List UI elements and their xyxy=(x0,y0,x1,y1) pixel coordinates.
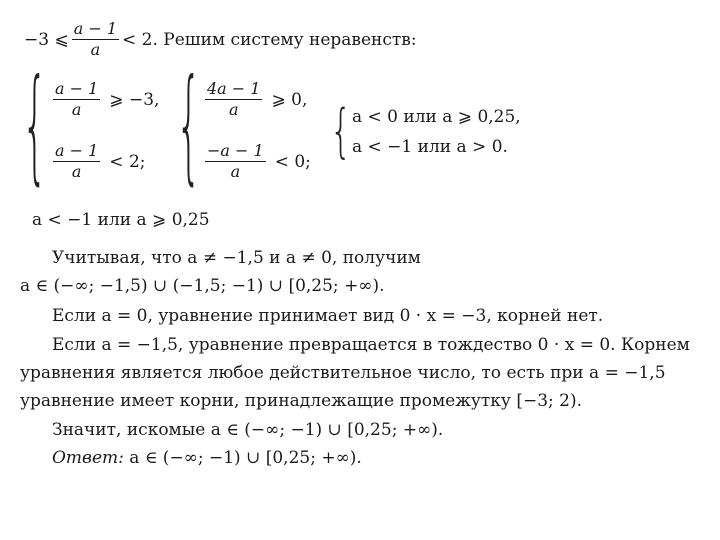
system-2-row-1-relation: ⩾ 0, xyxy=(271,89,308,110)
intro-suffix: < 2. Решим систему неравенств: xyxy=(122,29,417,50)
intro-inequality-line xyxy=(24,20,417,59)
answer-value: a ∈ (−∞; −1) ∪ [0,25; +∞). xyxy=(129,448,362,468)
system-3-row-1: a < 0 или a ⩾ 0,25, xyxy=(352,107,521,127)
paragraph-3-line-3: уравнение имеет корни, принадлежащие промежутку [−3; 2). xyxy=(20,391,582,411)
system-3-row-2: a < −1 или a > 0. xyxy=(352,137,508,157)
system-2-row-2-fraction xyxy=(205,142,266,181)
fraction-denominator: a xyxy=(71,162,82,181)
fraction-numerator: a − 1 xyxy=(73,19,118,38)
system-1-row-2 xyxy=(50,142,146,181)
fraction-numerator: −a − 1 xyxy=(207,141,264,160)
intro-fraction xyxy=(72,20,119,59)
answer-label: Ответ: xyxy=(52,448,124,468)
fraction-numerator: a − 1 xyxy=(55,141,99,160)
answer-line xyxy=(52,448,362,468)
system-2-brace-icon: { xyxy=(176,56,202,199)
fraction-denominator: a xyxy=(230,162,241,181)
paragraph-4: Значит, искомые a ∈ (−∞; −1) ∪ [0,25; +∞). xyxy=(52,420,444,440)
paragraph-1-line-2: a ∈ (−∞; −1,5) ∪ (−1,5; −1) ∪ [0,25; +∞). xyxy=(20,276,385,296)
system-1-row-2-fraction xyxy=(53,142,100,181)
fraction-denominator: a xyxy=(228,100,239,119)
intro-prefix: −3 ⩽ xyxy=(24,29,69,50)
system-2-row-1 xyxy=(202,80,307,119)
system-1-row-1-relation: ⩾ −3, xyxy=(109,89,160,110)
system-1-brace-icon: { xyxy=(22,56,48,199)
paragraph-3-line-1: Если a = −1,5, уравнение превращается в тождество 0 · x = 0. Корнем xyxy=(52,335,690,355)
system-1-row-1-fraction xyxy=(53,80,100,119)
paragraph-1-line-1: Учитывая, что a ≠ −1,5 и a ≠ 0, получим xyxy=(52,248,421,268)
fraction-denominator: a xyxy=(90,40,101,59)
paragraph-3-line-2: уравнения является любое действительное число, то есть при a = −1,5 xyxy=(20,363,666,383)
fraction-denominator: a xyxy=(71,100,82,119)
system-2-row-2-relation: < 0; xyxy=(274,151,311,172)
system-2-row-2 xyxy=(202,142,311,181)
paragraph-2: Если a = 0, уравнение принимает вид 0 · x = −3, корней нет. xyxy=(52,306,604,326)
system-1-row-1 xyxy=(50,80,159,119)
system-3-brace-icon: { xyxy=(330,98,352,166)
result-line: a < −1 или a ⩾ 0,25 xyxy=(32,210,210,230)
system-2-row-1-fraction xyxy=(205,80,262,119)
system-1-row-2-relation: < 2; xyxy=(109,151,146,172)
fraction-numerator: a − 1 xyxy=(55,79,99,98)
fraction-numerator: 4a − 1 xyxy=(207,79,261,98)
